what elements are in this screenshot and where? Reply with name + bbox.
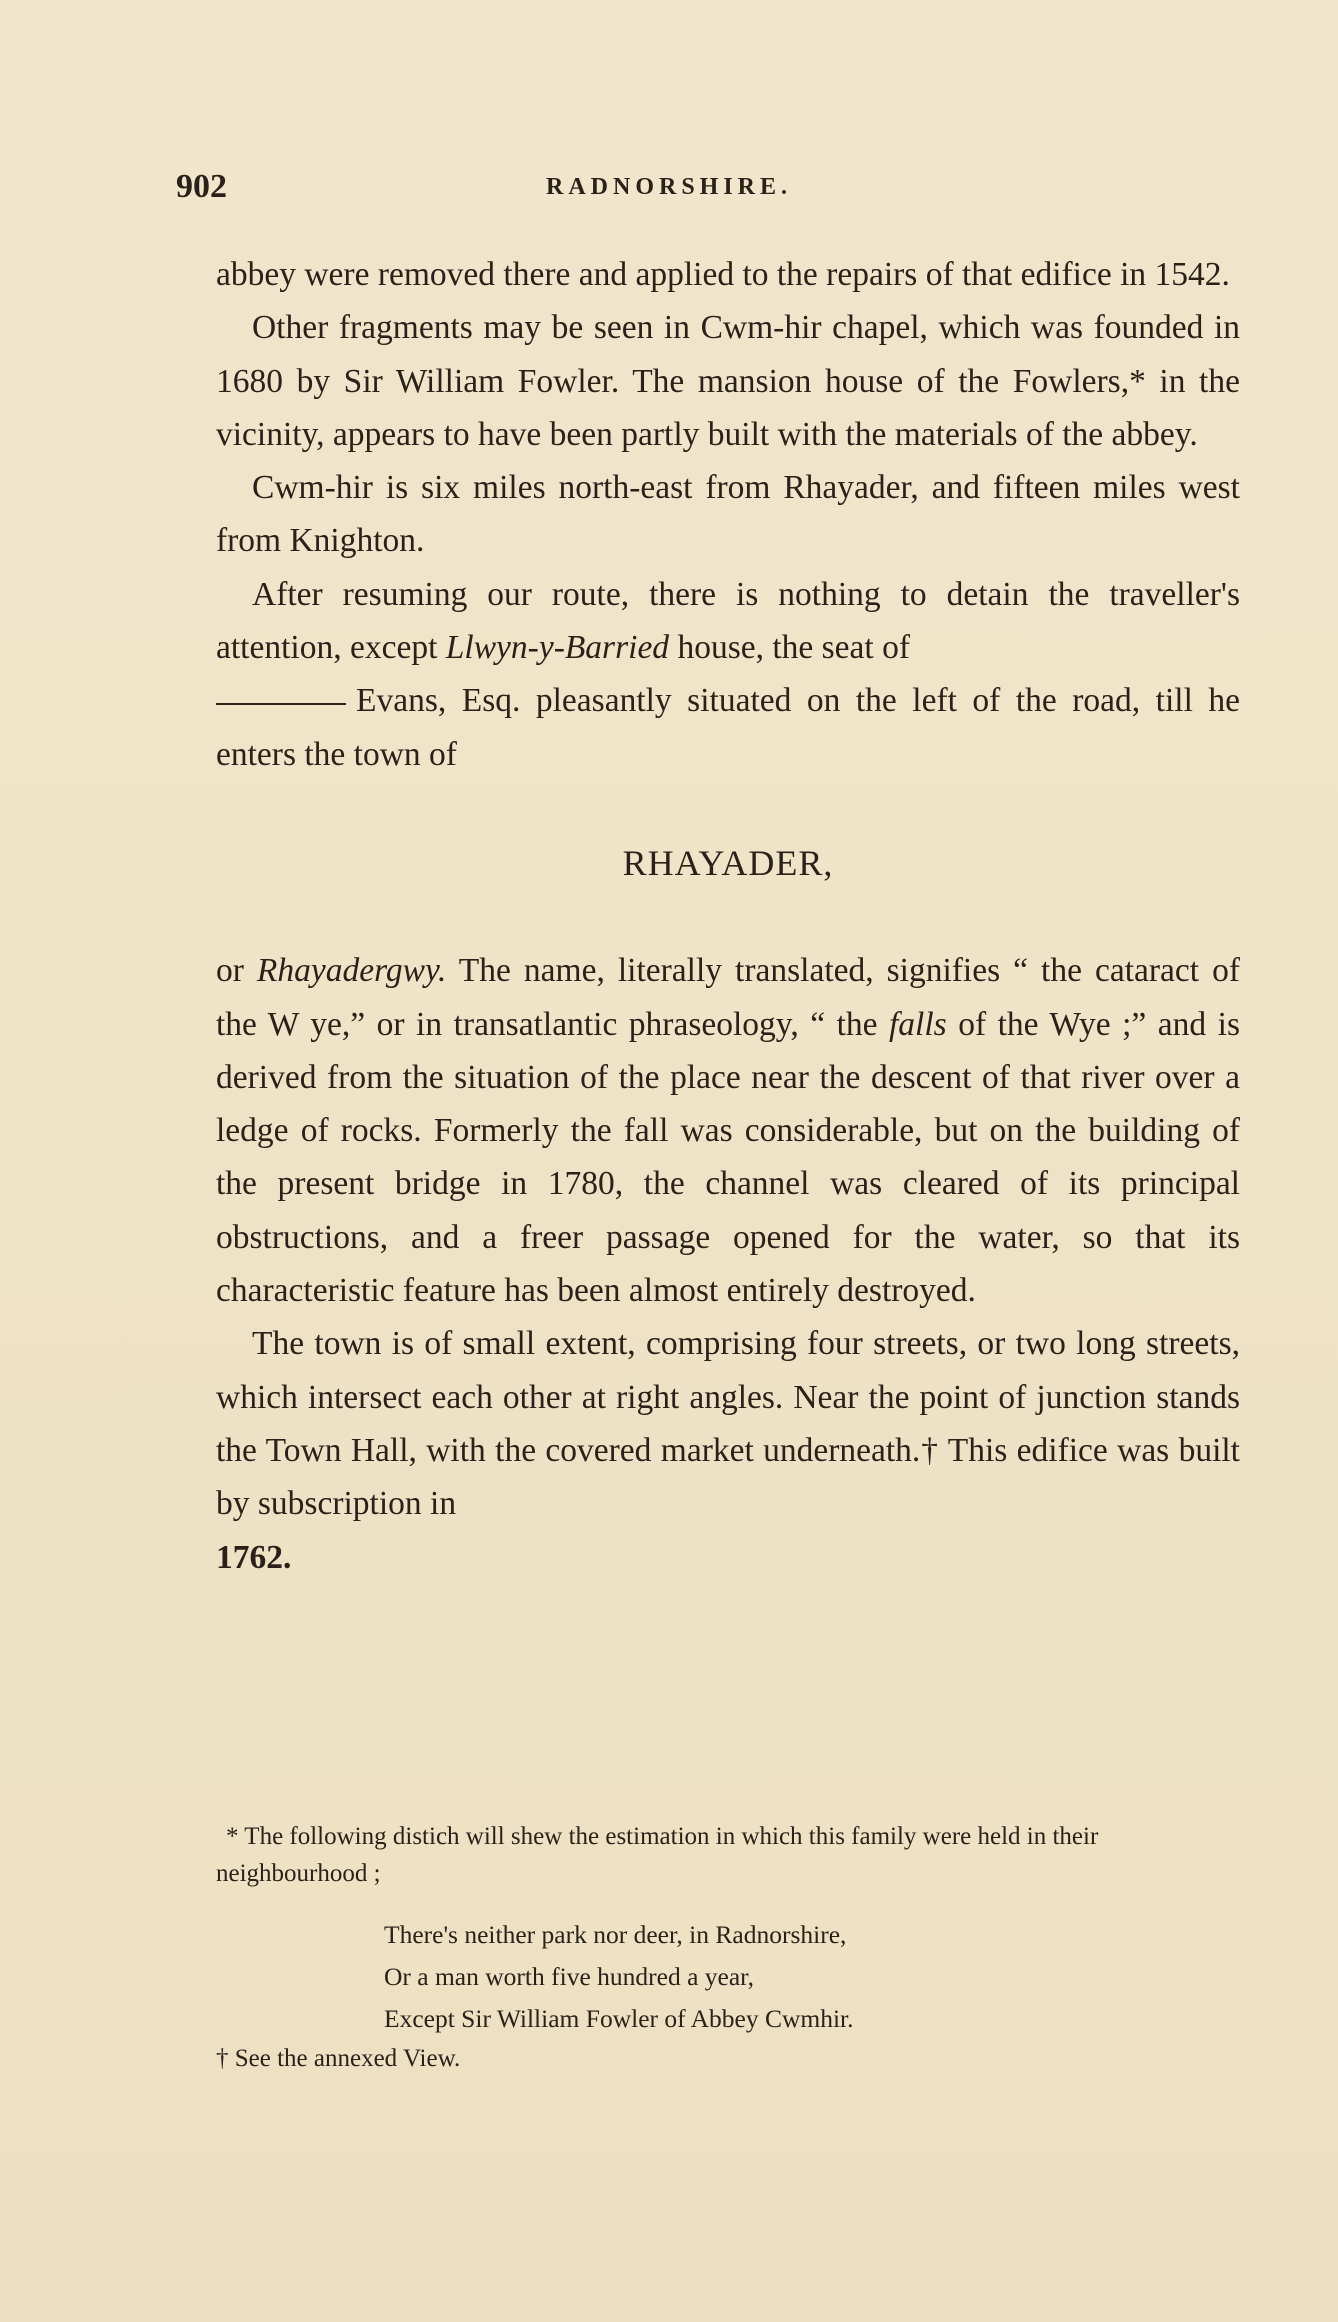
paragraph-1: abbey were removed there and applied to the repairs of that edifice in 1542.: [216, 256, 1230, 293]
paragraph-3: Cwm-hir is six miles north-east from Rhayader, and fifteen miles west from Knighton.: [216, 469, 1240, 560]
paragraph-4-text-b: house, the seat of: [669, 629, 911, 667]
paragraph-5-text-a: or: [216, 952, 257, 990]
page-header: [0, 168, 1338, 208]
paragraph-4-text-a: After resuming our route, there is nothing to detain the traveller's attention, except: [216, 575, 1240, 667]
welsh-name: Rhayadergwy.: [256, 952, 447, 990]
paragraph-4-text-c: Evans, Esq. pleasantly situated on the left of the road, till he enters the town of: [216, 682, 1240, 773]
name-blank-rule: [216, 703, 346, 705]
verse-line-3: Except Sir William Fowler of Abbey Cwmhir.: [384, 2004, 854, 2033]
paragraph-5-text-b: The name, literally translated, signifies “ the cataract of the W ye,” or in transatlantic phraseology, “ the: [216, 952, 1241, 1043]
verse-line-2: Or a man worth five hundred a year,: [384, 1962, 754, 1991]
paragraph-6: The town is of small extent, comprising four streets, or two long streets, which intersect each other at right angles. Near the point of junction stands the Town Hall, with the covered market underneath.† This edifice was built by subscription in: [216, 1325, 1240, 1523]
paragraph-4: [216, 568, 1240, 781]
falls-word: falls: [889, 1005, 947, 1043]
paragraph-5: [216, 944, 1240, 1317]
verse-line-1: There's neither park nor deer, in Radnorshire,: [384, 1920, 847, 1949]
paragraph-5-text-c: of the Wye ;” and is derived from the situation of the place near the descent of that river over a ledge of rocks. Formerly the fall was considerable, but on the building of the present bridge in 1780, the channel was cleared of its principal obstructions, and a freer passage opened for the water, so that its characteristic feature has been almost entirely destroyed.: [216, 1005, 1240, 1310]
section-title: RHAYADER,: [622, 842, 834, 883]
running-head: RADNORSHIRE.: [545, 174, 793, 200]
paragraph-2: Other fragments may be seen in Cwm-hir chapel, which was founded in 1680 by Sir William Fowler. The mansion house of the Fowlers,* in the vicinity, appears to have been partly built with the materials of the abbey.: [216, 309, 1240, 453]
footnotes: [216, 1818, 1240, 2077]
body-text: [216, 248, 1240, 1584]
verse: [384, 1914, 1240, 2040]
footnote-1: * The following distich will shew the estimation in which this family were held in their neighbourhood ;: [216, 1823, 1099, 1887]
catchword: 1762.: [216, 1538, 292, 1576]
page-number: 902: [176, 168, 227, 205]
house-name: Llwyn-y-Barried: [445, 629, 670, 667]
footnote-2: † See the annexed View.: [216, 2045, 461, 2072]
